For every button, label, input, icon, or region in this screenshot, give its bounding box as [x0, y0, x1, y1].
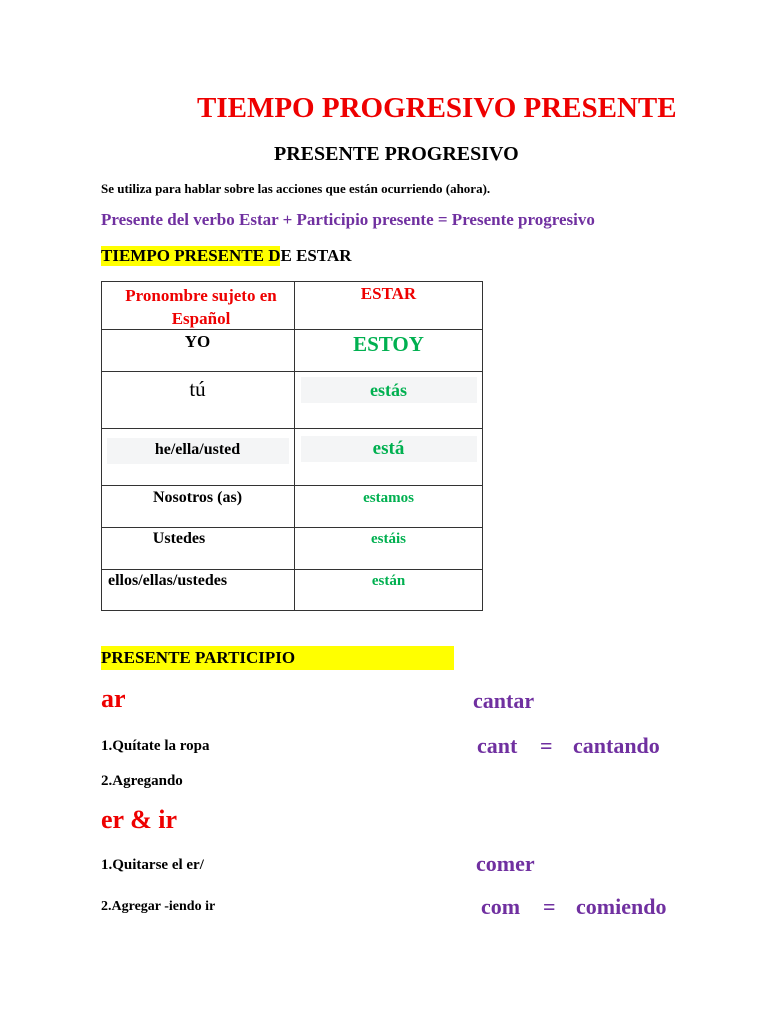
ar-stem: cant — [477, 733, 518, 758]
estar-conjugation-table — [101, 281, 483, 611]
table-border — [101, 281, 483, 282]
er-ir-step1: 1.Quitarse el er/ — [101, 857, 204, 873]
page-subtitle: PRESENTE PROGRESIVO — [274, 143, 519, 165]
row-divider — [101, 371, 483, 372]
row-divider — [101, 428, 483, 429]
ar-label: ar — [101, 684, 126, 713]
verb-cell: estamos — [363, 490, 414, 506]
ar-step1: 1.Quítate la ropa — [101, 738, 210, 754]
pronoun-cell: Nosotros (as) — [152, 489, 243, 506]
description-text: Se utiliza para hablar sobre las acciones que están ocurriendo (ahora). — [101, 181, 491, 196]
verb-cell: está — [372, 438, 405, 459]
formula-text: Presente del verbo Estar + Participio presente = Presente progresivo — [101, 210, 595, 229]
er-ir-label: er & ir — [101, 805, 178, 834]
er-ir-example: comer — [476, 851, 535, 876]
pronoun-cell: YO — [184, 332, 211, 351]
ar-result: cantando — [573, 733, 660, 758]
pronoun-cell: tú — [189, 377, 206, 401]
header-pronoun: Pronombre sujeto en Español — [125, 286, 277, 328]
er-ir-result: comiendo — [576, 894, 667, 919]
pronoun-cell: Ustedes — [152, 530, 206, 547]
row-divider — [101, 485, 483, 486]
pronoun-cell: ellos/ellas/ustedes — [108, 572, 228, 589]
estar-heading-rest: E ESTAR — [280, 246, 352, 265]
table-border — [101, 610, 483, 611]
er-ir-step2: 2.Agregar -iendo ir — [101, 899, 216, 914]
verb-cell: ESTOY — [353, 332, 424, 356]
er-ir-equals: = — [543, 894, 556, 919]
estar-heading-highlight: TIEMPO PRESENTE D — [101, 246, 281, 265]
header-verb: ESTAR — [360, 284, 417, 303]
ar-step2: 2.Agregando — [101, 773, 183, 789]
verb-cell: estáis — [371, 531, 406, 547]
participio-heading: PRESENTE PARTICIPIO — [101, 646, 454, 670]
ar-example: cantar — [473, 688, 535, 713]
estar-heading — [101, 246, 352, 266]
row-divider — [101, 569, 483, 570]
row-divider — [101, 527, 483, 528]
er-ir-stem: com — [481, 894, 521, 919]
ar-equals: = — [540, 733, 553, 758]
pronoun-cell: he/ella/usted — [154, 441, 241, 458]
verb-cell: estás — [370, 380, 407, 400]
verb-cell: están — [371, 573, 406, 589]
page-title: TIEMPO PROGRESIVO PRESENTE — [197, 92, 677, 124]
